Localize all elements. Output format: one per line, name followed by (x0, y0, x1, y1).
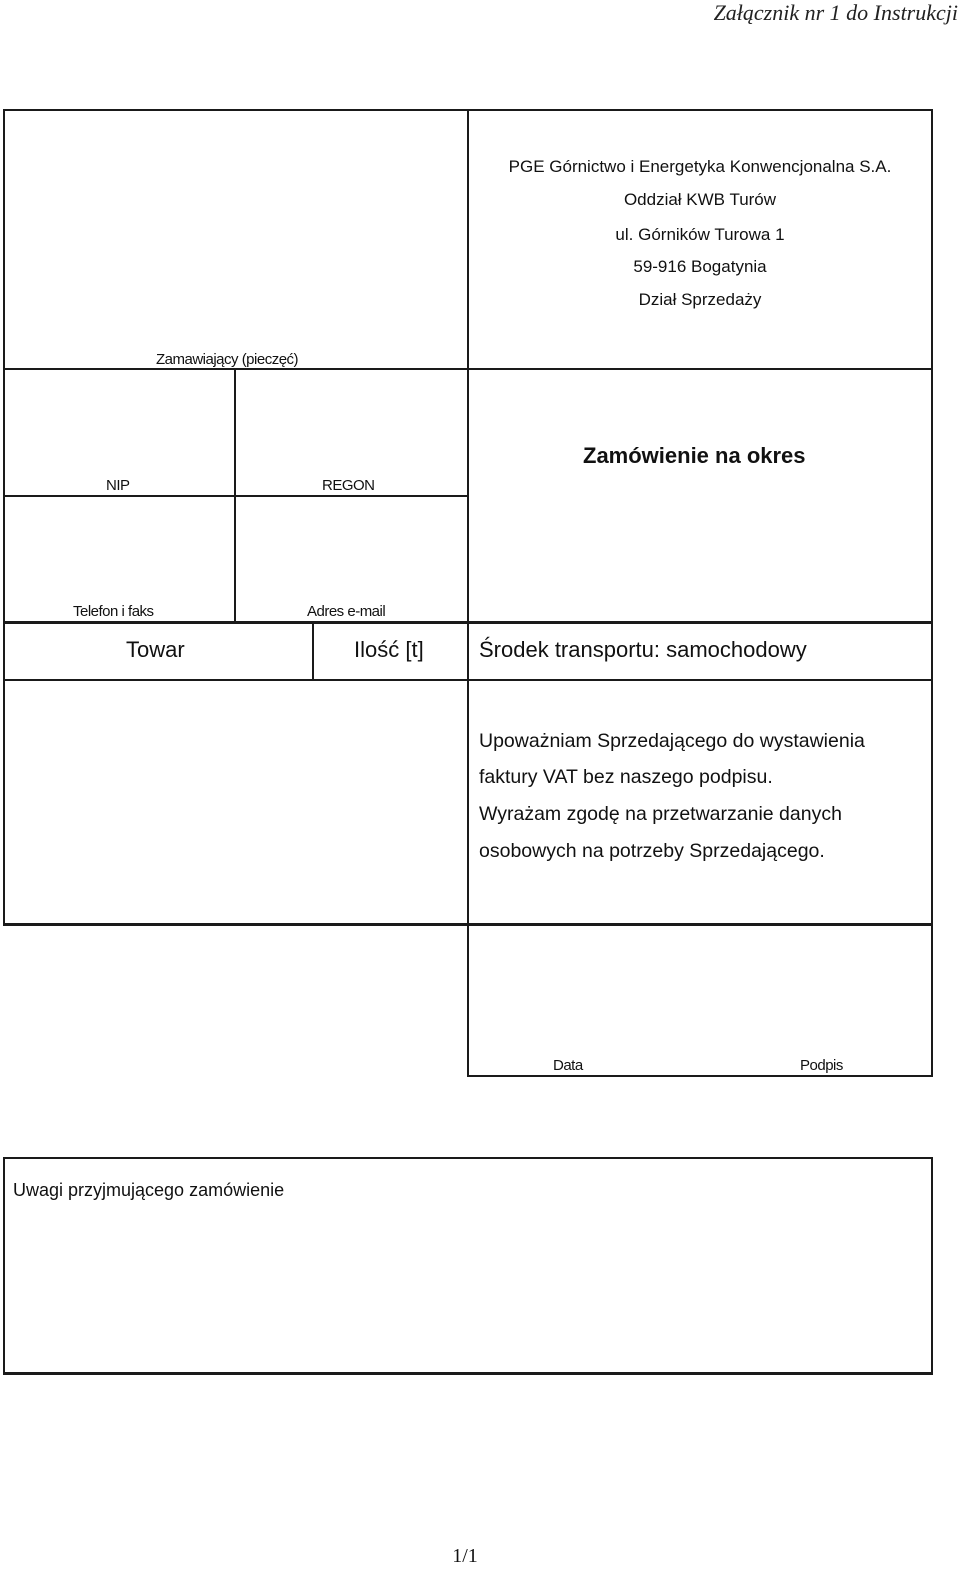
nip-label: NIP (106, 477, 130, 494)
regon-label: REGON (322, 477, 375, 494)
form-row-line-4 (3, 679, 933, 681)
consent-line-1: Upoważniam Sprzedającego do wystawienia (479, 730, 865, 752)
transport-column-header: Środek transportu: samochodowy (479, 637, 807, 662)
form-divider-middle (467, 109, 469, 1077)
annex-note: Załącznik nr 1 do Instrukcji (713, 0, 958, 25)
recipient-city: 59-916 Bogatynia (633, 257, 767, 276)
page-number: 1/1 (452, 1545, 478, 1567)
form-border-right (931, 109, 933, 1077)
recipient-street: ul. Górników Turowa 1 (615, 225, 785, 244)
consent-line-4: osobowych na potrzeby Sprzedającego. (479, 840, 825, 862)
form-divider-goods (312, 622, 314, 680)
form-row-line-3 (3, 621, 933, 624)
goods-column-header: Towar (126, 637, 185, 662)
form-border-left (3, 109, 5, 925)
signature-label: Podpis (800, 1057, 843, 1074)
recipient-company: PGE Górnictwo i Energetyka Konwencjonalna S.A. (508, 157, 892, 176)
recipient-branch: Oddział KWB Turów (623, 190, 777, 209)
remarks-label: Uwagi przyjmującego zamówienie (13, 1180, 285, 1200)
date-label: Data (553, 1057, 583, 1074)
form-row-line-1 (3, 368, 933, 370)
form-row-line-2 (3, 495, 469, 497)
consent-line-3: Wyrażam zgodę na przetwarzanie danych (479, 803, 842, 825)
form-border-bottom (467, 1075, 933, 1077)
form-divider-left (234, 368, 236, 622)
phone-fax-label: Telefon i faks (73, 603, 154, 620)
recipient-department: Dział Sprzedaży (638, 290, 762, 309)
orderer-stamp-label: Zamawiający (pieczęć) (156, 351, 299, 368)
order-period-title: Zamówienie na okres (583, 443, 806, 468)
email-label: Adres e-mail (307, 603, 386, 620)
form-row-line-5 (3, 923, 933, 926)
quantity-column-header: Ilość [t] (354, 637, 424, 662)
consent-line-2: faktury VAT bez naszego podpisu. (479, 766, 773, 788)
